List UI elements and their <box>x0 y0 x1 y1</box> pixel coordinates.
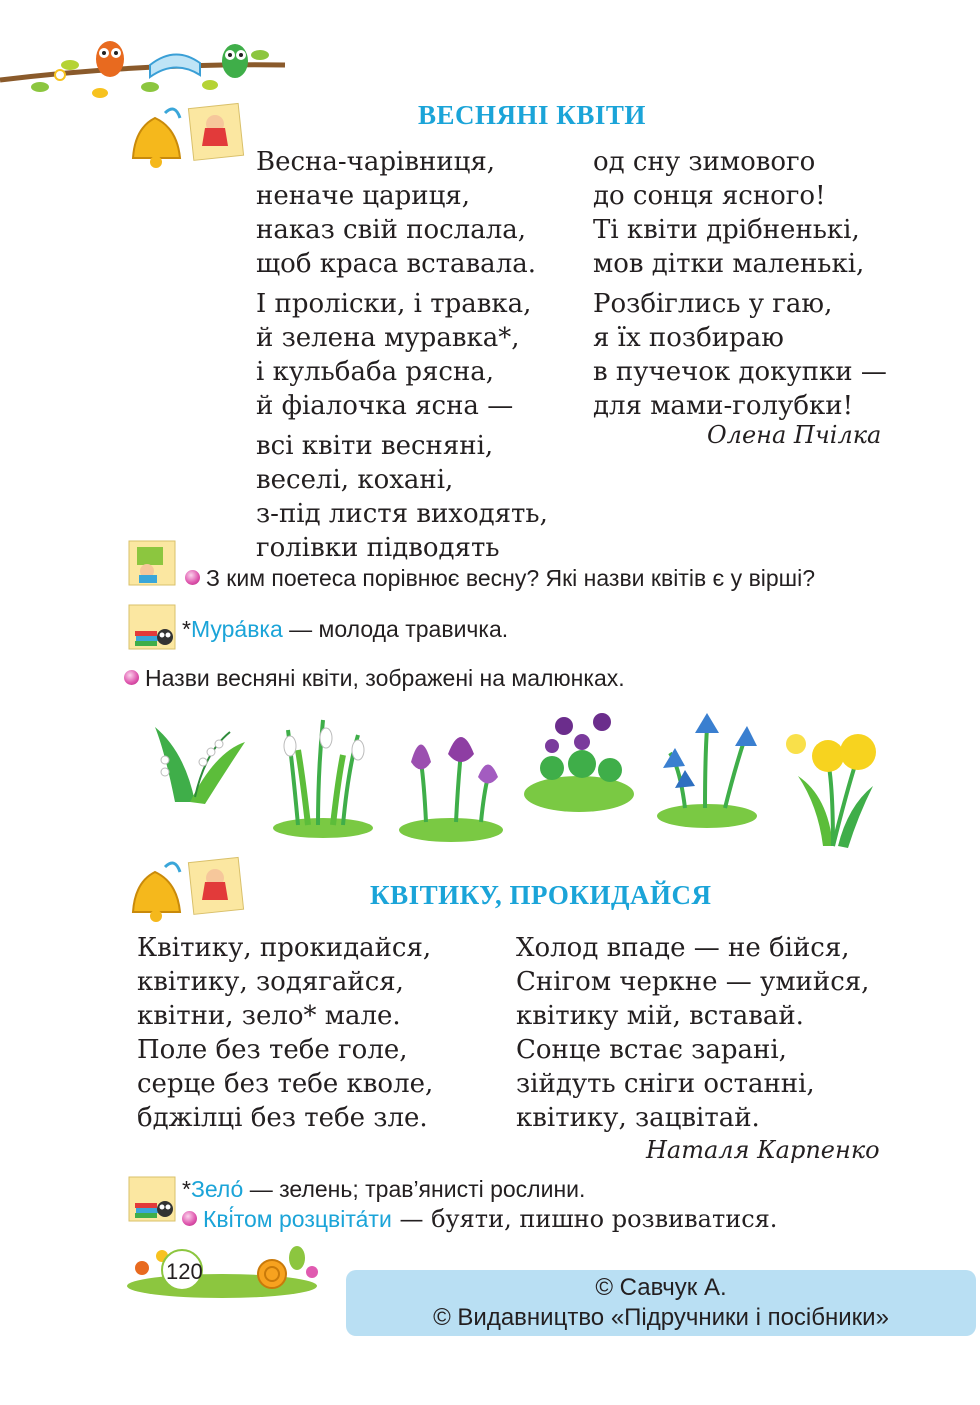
poem-line: всі квіти весняні, <box>256 431 494 461</box>
copyright-publisher: © Видавництво «Підручники і посібники» <box>433 1304 889 1331</box>
bell-reading-icon <box>125 98 245 178</box>
poem1-column1 <box>256 145 548 565</box>
branch-owls-decoration <box>0 35 290 105</box>
bell-reading-icon <box>125 852 245 932</box>
bullet-icon <box>124 670 139 685</box>
poem2-column1 <box>137 931 433 1135</box>
bullet-icon <box>182 1211 197 1226</box>
poem-line: мов дітки маленькі, <box>593 249 865 279</box>
crocus-image <box>396 722 506 842</box>
lily-of-the-valley-image <box>145 712 255 812</box>
poem-line: серце без тебе кволе, <box>137 1069 434 1099</box>
poem-line: для мами-голубки! <box>593 391 854 421</box>
poem-line: і кульбаба рясна, <box>256 357 495 387</box>
poem2-author: Наталя Карпенко <box>646 1136 880 1164</box>
poem-line: квітику мій, вставай. <box>516 1001 804 1031</box>
glossary1: *Мура́вка — молода травичка. <box>182 616 509 642</box>
poem-line: й фіалочка ясна — <box>256 391 514 421</box>
poem-line: Розбіглись у гаю, <box>593 289 833 319</box>
bullet-icon <box>185 570 200 585</box>
poem-line: з-під листя виходять, <box>256 499 548 529</box>
poem-line: од сну зимового <box>593 147 816 177</box>
poem-line: Ті квіти дрібненькі, <box>593 215 860 245</box>
poem-line: веселі, кохані, <box>256 465 454 495</box>
poem-line: Поле без тебе голе, <box>137 1035 408 1065</box>
flowers-snail-decoration <box>122 1238 337 1308</box>
poem-line: Сонце встає зарані, <box>516 1035 787 1065</box>
poem1-title: ВЕСНЯНІ КВІТИ <box>418 100 646 130</box>
poem-line: неначе цариця, <box>256 181 470 211</box>
poem-line: голівки підводять <box>256 533 500 563</box>
poem1-column2 <box>593 145 887 423</box>
task: Назви весняні квіти, зображені на малюнках. <box>124 665 625 692</box>
poem-line: зійдуть сніги останні, <box>516 1069 815 1099</box>
poem-line: наказ свій послала, <box>256 215 526 245</box>
books-owl-icon <box>127 601 179 653</box>
scilla-image <box>655 708 760 828</box>
glossary3: Кві́том розцвіта́ти — буяти, пишно розвиватися. <box>182 1205 777 1233</box>
poem2-column2 <box>516 931 869 1135</box>
poem1-author: Олена Пчілка <box>707 421 882 449</box>
poem-line: до сонця ясного! <box>593 181 826 211</box>
dandelion-image <box>778 726 890 852</box>
poem-line: бджілці без тебе зле. <box>137 1103 428 1133</box>
books-owl-icon <box>127 1173 179 1225</box>
poem-line: щоб краса вставала. <box>256 249 536 279</box>
poem-line: Квітику, прокидайся, <box>137 933 432 963</box>
poem2-title: КВІТИКУ, ПРОКИДАЙСЯ <box>370 880 712 910</box>
poem-line: Весна-чарівниця, <box>256 147 496 177</box>
poem-line: І проліски, і травка, <box>256 289 532 319</box>
page-number: 120 <box>166 1259 203 1284</box>
poem-line: квітику, зодягайся, <box>137 967 404 997</box>
question1: З ким поетеса порівнює весну? Які назви квітів є у вірші? <box>185 565 815 592</box>
poem-line: Снігом черкне — умийся, <box>516 967 870 997</box>
poem-line: я їх позбираю <box>593 323 784 353</box>
poem-line: квітику, зацвітай. <box>516 1103 760 1133</box>
poem-line: квітни, зело* мале. <box>137 1001 401 1031</box>
glossary2: *Зело́ — зелень; трав’янисті рослини. <box>182 1176 586 1202</box>
poem-line: в пучечок докупки — <box>593 357 887 387</box>
copyright-author: © Савчук А. <box>595 1274 727 1301</box>
poem-line: й зелена муравка*, <box>256 323 520 353</box>
snowdrop-image <box>268 710 378 840</box>
question-child-icon <box>127 537 179 589</box>
poem-line: Холод впаде — не бійся, <box>516 933 850 963</box>
violet-image <box>522 706 637 816</box>
